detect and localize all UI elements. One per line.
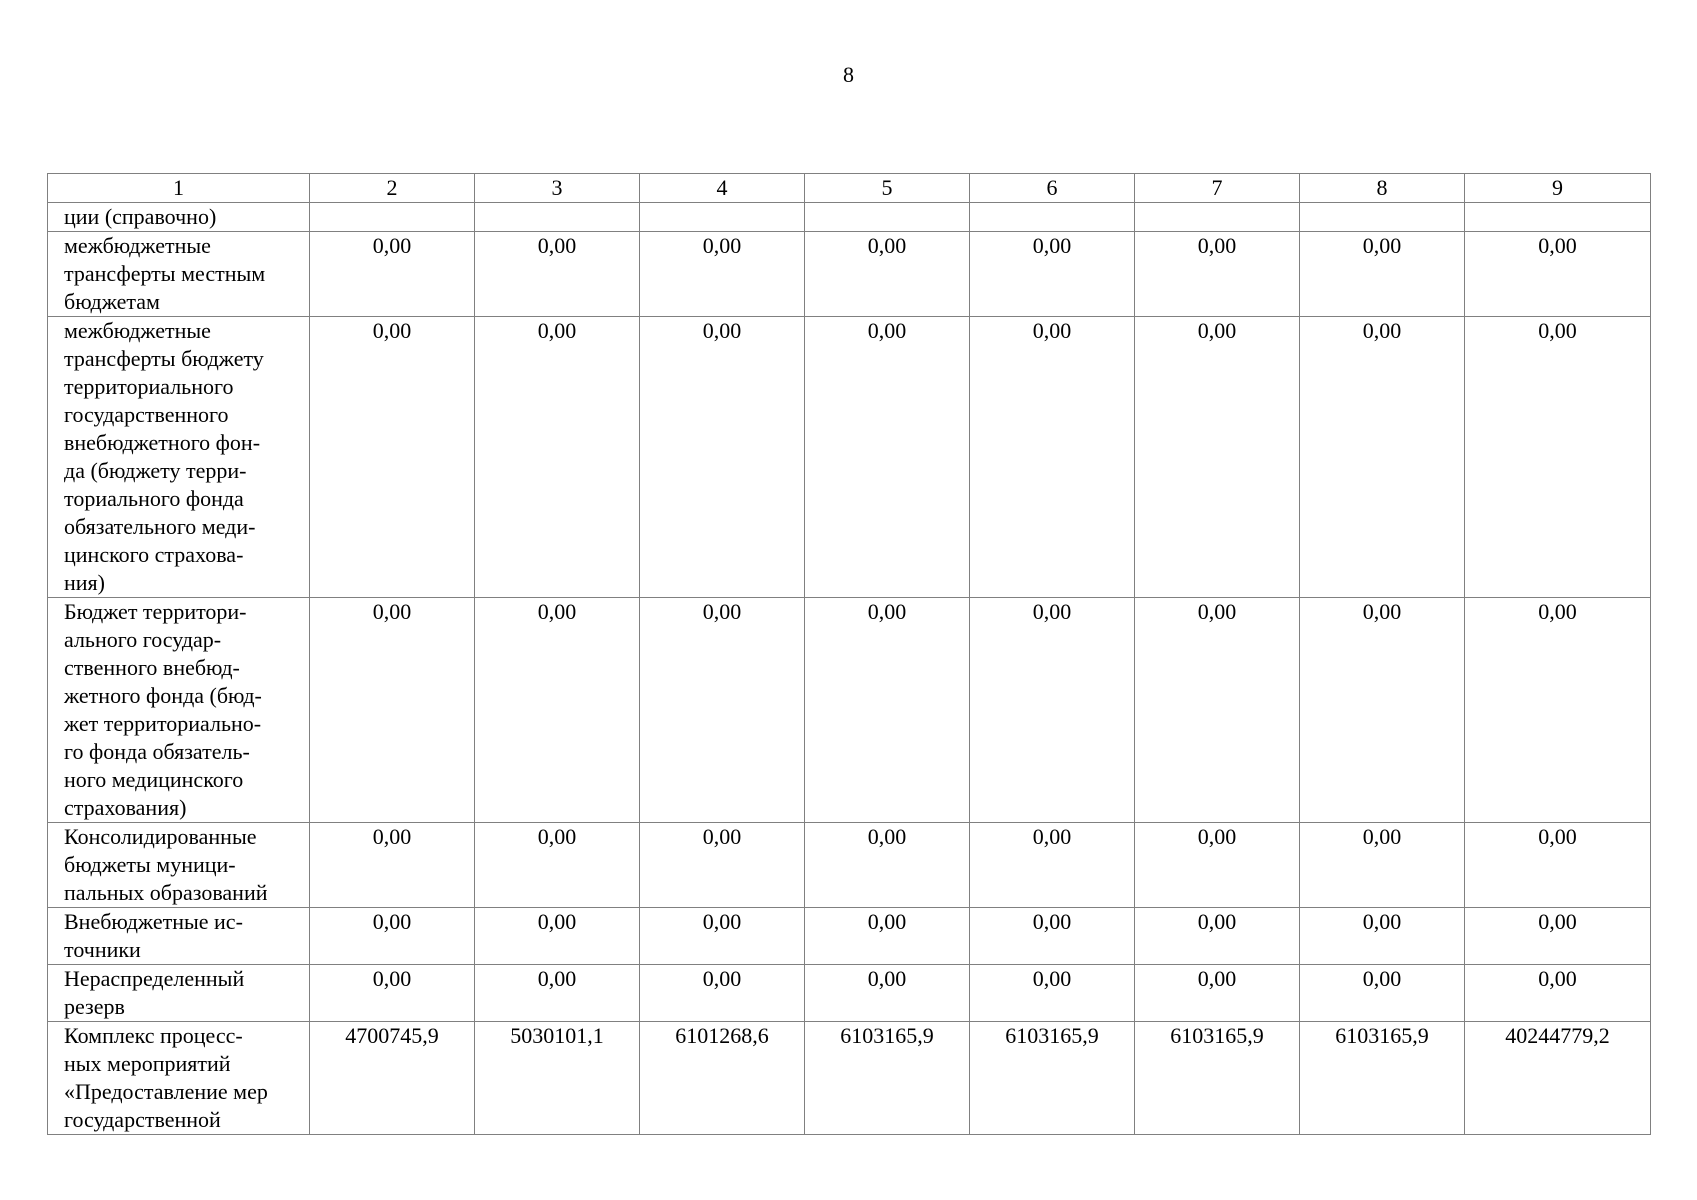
value-cell: 0,00 [1465,317,1651,598]
value-cell: 6103165,9 [805,1022,970,1135]
value-cell: 0,00 [1465,232,1651,317]
value-cell: 6101268,6 [640,1022,805,1135]
row-label-line: территориального [64,374,234,399]
value-cell [970,203,1135,232]
value-cell: 0,00 [475,823,640,908]
row-label [48,598,310,823]
value-cell: 0,00 [970,823,1135,908]
row-label-line: точники [64,937,141,962]
table-row [48,965,1651,1022]
row-label [48,232,310,317]
row-label-line: Консолидированные [64,824,257,849]
table-row [48,908,1651,965]
budget-table [47,173,1651,1135]
value-cell: 0,00 [1465,823,1651,908]
value-cell: 6103165,9 [970,1022,1135,1135]
row-label-line: ции (справочно) [64,204,217,229]
value-cell: 0,00 [640,232,805,317]
row-label-line: Комплекс процесс- [64,1023,243,1048]
table-row [48,598,1651,823]
value-cell [475,203,640,232]
row-label-line: ториального фонда [64,486,244,511]
column-header: 6 [970,174,1135,203]
column-header: 8 [1300,174,1465,203]
value-cell [310,203,475,232]
value-cell: 0,00 [310,823,475,908]
value-cell: 0,00 [970,317,1135,598]
row-label-line: трансферты местным [64,261,266,286]
value-cell: 40244779,2 [1465,1022,1651,1135]
row-label [48,908,310,965]
column-header: 1 [48,174,310,203]
row-label-line: бюджеты муници- [64,852,236,877]
value-cell: 0,00 [310,317,475,598]
value-cell: 0,00 [475,232,640,317]
value-cell: 4700745,9 [310,1022,475,1135]
value-cell: 0,00 [805,823,970,908]
column-header: 5 [805,174,970,203]
value-cell: 0,00 [970,232,1135,317]
row-label [48,965,310,1022]
row-label [48,823,310,908]
value-cell: 0,00 [1135,598,1300,823]
value-cell: 0,00 [1135,823,1300,908]
page-number: 8 [843,62,854,87]
value-cell: 0,00 [1300,232,1465,317]
value-cell: 0,00 [1465,908,1651,965]
value-cell: 0,00 [805,965,970,1022]
value-cell: 5030101,1 [475,1022,640,1135]
table-row [48,317,1651,598]
row-label-line: бюджетам [64,289,160,314]
row-label-line: го фонда обязатель- [64,739,250,764]
row-label [48,317,310,598]
value-cell: 0,00 [475,317,640,598]
value-cell [1135,203,1300,232]
value-cell: 0,00 [805,908,970,965]
row-label-line: резерв [64,994,125,1019]
value-cell: 0,00 [1300,965,1465,1022]
value-cell [640,203,805,232]
value-cell: 0,00 [805,598,970,823]
table-row [48,203,1651,232]
value-cell: 0,00 [640,908,805,965]
value-cell: 0,00 [475,908,640,965]
value-cell: 0,00 [475,598,640,823]
row-label-line: жетного фонда (бюд- [64,683,262,708]
row-label-line: государственной [64,1107,221,1132]
column-header: 7 [1135,174,1300,203]
value-cell: 0,00 [1300,908,1465,965]
value-cell: 0,00 [1135,317,1300,598]
value-cell: 0,00 [640,598,805,823]
table-row [48,823,1651,908]
value-cell: 0,00 [1300,823,1465,908]
value-cell: 0,00 [1300,598,1465,823]
value-cell: 0,00 [475,965,640,1022]
row-label-line: межбюджетные [64,233,211,258]
row-label-line: ственного внебюд- [64,655,240,680]
row-label-line: ния) [64,570,105,595]
value-cell: 0,00 [805,232,970,317]
value-cell [805,203,970,232]
value-cell: 0,00 [310,908,475,965]
row-label-line: ного медицинского [64,767,244,792]
value-cell: 0,00 [1135,965,1300,1022]
value-cell: 0,00 [310,598,475,823]
row-label [48,203,310,232]
row-label-line: да (бюджету терри- [64,458,247,483]
row-label-line: Нераспределенный [64,966,245,991]
value-cell: 0,00 [805,317,970,598]
row-label-line: страхования) [64,795,187,820]
row-label-line: «Предоставление мер [64,1079,268,1104]
row-label-line: ального государ- [64,627,222,652]
value-cell: 0,00 [1465,965,1651,1022]
column-header: 9 [1465,174,1651,203]
row-label-line: трансферты бюджету [64,346,264,371]
row-label [48,1022,310,1135]
value-cell: 0,00 [640,965,805,1022]
column-header: 3 [475,174,640,203]
value-cell: 6103165,9 [1300,1022,1465,1135]
row-label-line: государственного [64,402,229,427]
value-cell: 0,00 [640,317,805,598]
column-header: 4 [640,174,805,203]
row-label-line: жет территориально- [64,711,262,736]
value-cell: 0,00 [970,598,1135,823]
row-label-line: ных мероприятий [64,1051,231,1076]
table-row [48,1022,1651,1135]
row-label-line: пальных образований [64,880,268,905]
column-header: 2 [310,174,475,203]
value-cell: 0,00 [640,823,805,908]
value-cell [1465,203,1651,232]
row-label-line: межбюджетные [64,318,211,343]
value-cell: 0,00 [970,908,1135,965]
value-cell: 0,00 [1465,598,1651,823]
value-cell: 0,00 [310,965,475,1022]
value-cell: 6103165,9 [1135,1022,1300,1135]
header-row [48,174,1651,203]
row-label-line: цинского страхова- [64,542,244,567]
table-row [48,232,1651,317]
value-cell [1300,203,1465,232]
value-cell: 0,00 [1135,232,1300,317]
row-label-line: Бюджет территори- [64,599,247,624]
value-cell: 0,00 [1300,317,1465,598]
row-label-line: внебюджетного фон- [64,430,261,455]
value-cell: 0,00 [1135,908,1300,965]
value-cell: 0,00 [310,232,475,317]
value-cell: 0,00 [970,965,1135,1022]
row-label-line: обязательного меди- [64,514,256,539]
row-label-line: Внебюджетные ис- [64,909,243,934]
